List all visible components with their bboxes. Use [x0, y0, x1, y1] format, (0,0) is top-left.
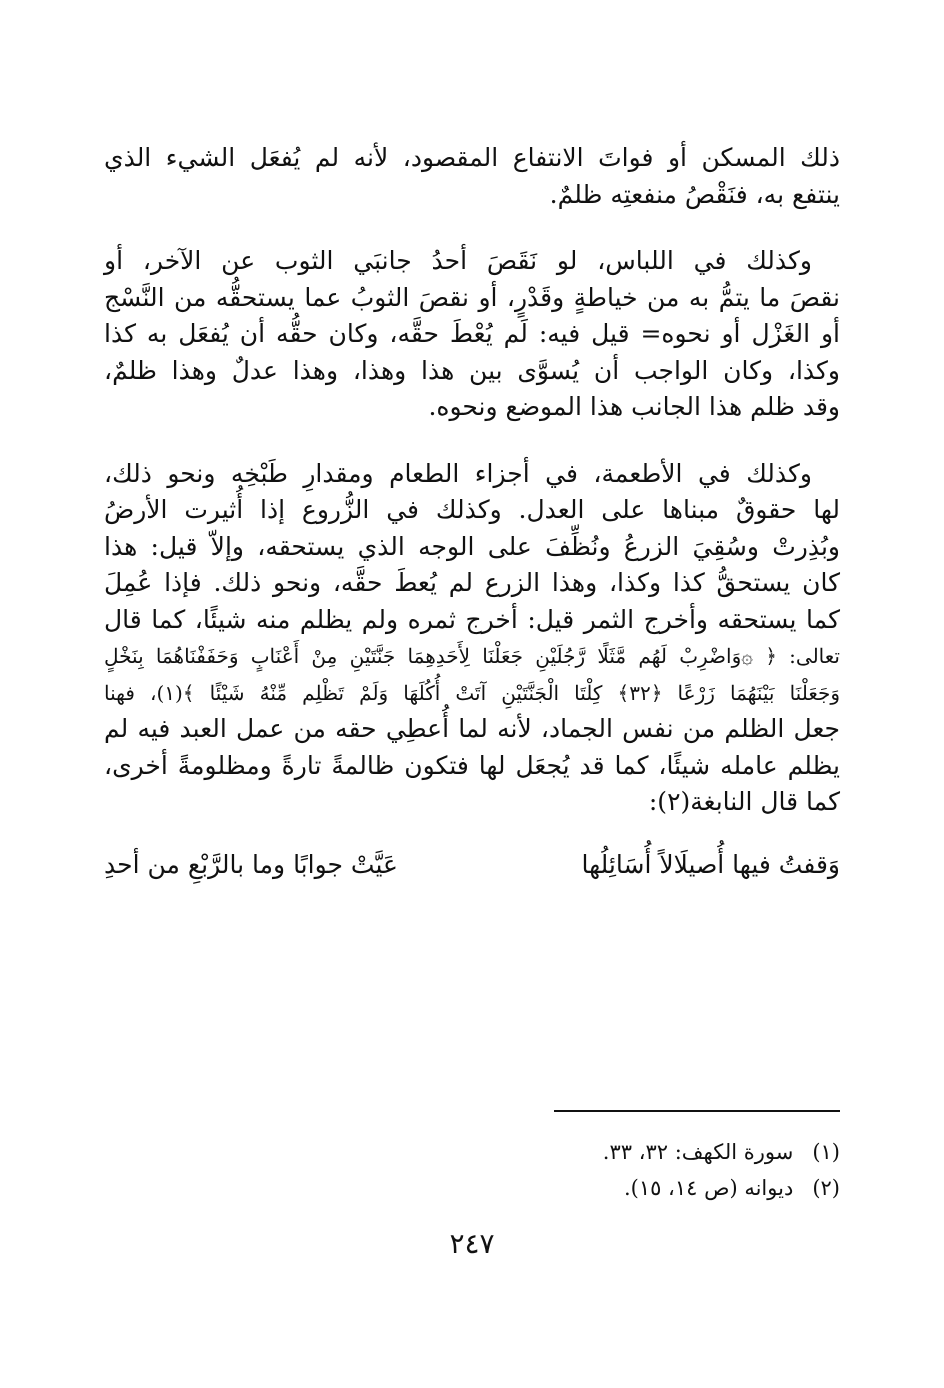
poetry-verse: [104, 847, 840, 883]
text-line: جعل الظلم من نفس الجماد، لأنه لما أُعطِي حقه من عمل العبد فيه لم: [104, 714, 840, 743]
text-line: أو الغَزْل أو نحوه= قيل فيه: لَم يُعْطَ حقَّه، وكان حقُّه أن يُفعَل به كذا: [104, 319, 840, 348]
footnote-1: [340, 1134, 840, 1170]
footnote-number: (٢): [812, 1176, 840, 1200]
first-hemistich: وَقفتُ فيها أُصيلَالاً أُسَائِلُها: [581, 849, 840, 879]
paragraph-1: [104, 140, 840, 213]
footnote-text: سورة الكهف: ٣٢، ٣٣.: [602, 1140, 794, 1164]
text-line: نقصَ ما يتمُّ به من خياطةٍ وقَدْرٍ، أو نقصَ الثوبُ عما يستحقُّه من النَّسْج: [104, 282, 840, 312]
page-number: ٢٤٧: [449, 1227, 495, 1260]
text-line: وبُذِرتْ وسُقِيَ الزرعُ ونُظِّفَ على الوجه الذي يستحقه، وإلاّ قيل: هذا: [104, 531, 840, 561]
text-line: ذلك المسكن أو فواتَ الانتفاع المقصود، لأنه لم يُفعَل الشيء الذي: [104, 143, 840, 172]
text-line: كما قال النابغة(٢):: [648, 787, 840, 816]
quran-verse-line: تعالى: ﴿ ۞وَاضْرِبْ لَهُم مَّثَلًا رَّجُلَيْنِ جَعَلْنَا لِأَحَدِهِمَا جَنَّتَيْنِ مِنْ أَعْنَابٍ وَحَفَفْنَاهُمَا بِنَخْلٍ: [104, 644, 840, 668]
second-hemistich: عَيَّتْ جوابًا وما بالرَّبْعِ من أحدِ: [104, 849, 398, 879]
text-line: وكذا، وكان الواجب أن يُسوَّى بين هذا وهذا، وهذا عدلٌ وهذا ظلمٌ،: [104, 355, 840, 385]
paragraph-3: [104, 456, 840, 821]
text-line: وكذلك في الأطعمة، في أجزاء الطعام ومقدارِ طَبْخِه ونحو ذلك،: [104, 458, 812, 488]
text-line: ينتفع به، فنَقْصُ منفعتِه ظلمٌ.: [549, 179, 840, 209]
text-line: كان يستحقُّ كذا وكذا، وهذا الزرع لم يُعطَ حقَّه، ونحو ذلك. فإذا عُمِلَ: [104, 568, 840, 597]
text-line: يظلم عامله شيئًا، كما قد يُجعَل لها فتكون ظالمةً تارةً ومظلومةً أخرى،: [104, 750, 840, 780]
text-line: كما يستحقه وأخرج الثمر قيل: أخرج ثمره ولم يظلم منه شيئًا، كما قال: [104, 604, 840, 634]
text-line: وقد ظلم هذا الجانب هذا الموضع ونحوه.: [428, 392, 840, 421]
footnote-text: ديوانه (ص ١٤، ١٥).: [623, 1176, 794, 1200]
text-line: وكذلك في اللباس، لو نَقَصَ أحدُ جانبَي الثوب عن الآخر، أو: [104, 246, 812, 275]
text-line: لها حقوقٌ مبناها على العدل. وكذلك في الزُّروع إذا أُثيرت الأرضُ: [104, 495, 840, 524]
page-body: [104, 140, 840, 883]
paragraph-2: [104, 243, 840, 426]
footnote-divider: [554, 1110, 840, 1112]
footnote-2: [340, 1170, 840, 1206]
footnotes: [340, 1134, 840, 1206]
quran-verse-line: وَجَعَلْنَا بَيْنَهُمَا زَرْعًا ﴿٣٢﴾ كِلْتَا الْجَنَّتَيْنِ آتَتْ أُكُلَهَا وَلَمْ تَظْلِم مِّنْهُ شَيْئًا ﴾(١)، فهنا: [104, 680, 840, 705]
footnote-number: (١): [812, 1140, 840, 1164]
